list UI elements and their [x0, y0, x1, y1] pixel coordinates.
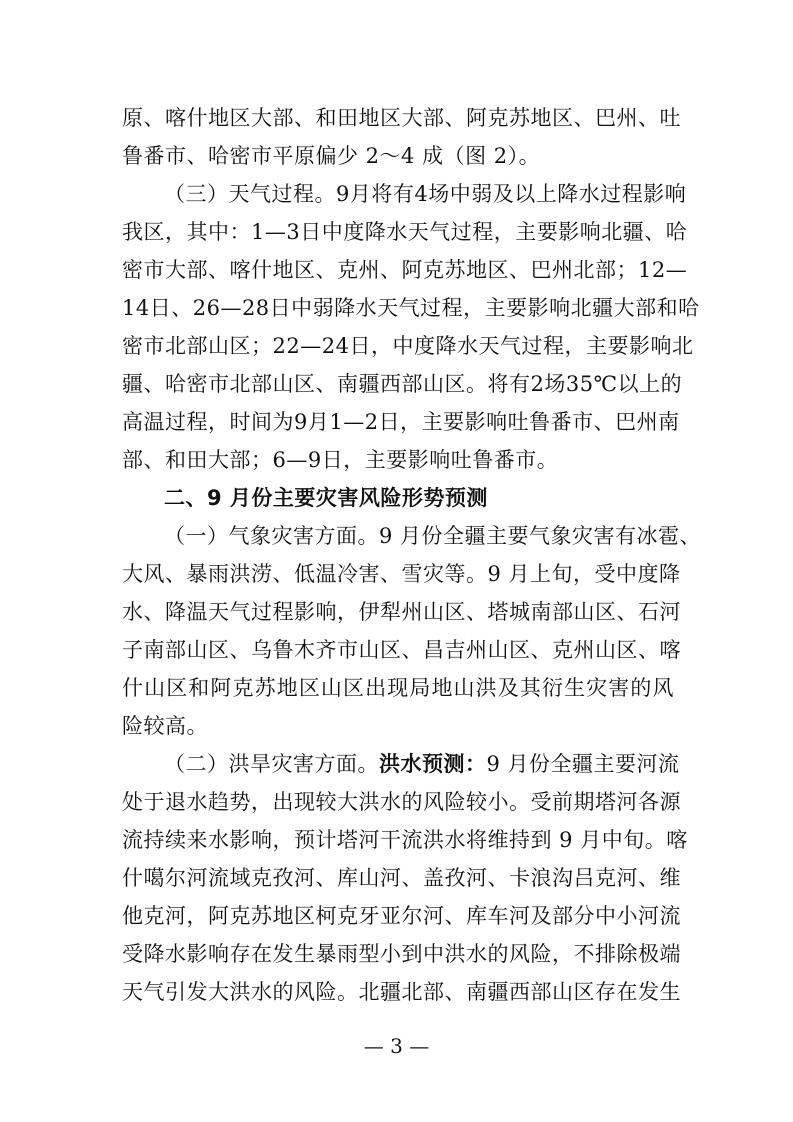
paragraph-line: 密市大部、喀什地区、克州、阿克苏地区、巴州北部；12— — [122, 258, 688, 282]
paragraph-line: 鲁番市、哈密市平原偏少 2～4 成（图 2）。 — [122, 144, 541, 168]
paragraph-line: 天气引发大洪水的风险。北疆北部、南疆西部山区存在发生 — [122, 980, 681, 1004]
paragraph-line: （一）气象灾害方面。9 月份全疆主要气象灾害有冰雹、 — [164, 524, 702, 548]
paragraph-line: 疆、哈密市北部山区、南疆西部山区。将有2场35℃以上的 — [122, 372, 683, 396]
paragraph-line: 什噶尔河流域克孜河、库山河、盖孜河、卡浪沟吕克河、维 — [122, 866, 681, 890]
paragraph-line: 高温过程，时间为9月1—2日，主要影响吐鲁番市、巴州南 — [122, 410, 680, 434]
section-heading: 二、9 月份主要灾害风险形势预测 — [164, 486, 488, 510]
paragraph-line: 险较高。 — [122, 714, 208, 738]
paragraph-line: 水、降温天气过程影响，伊犁州山区、塔城南部山区、石河 — [122, 600, 681, 624]
paragraph-line: （三）天气过程。9月将有4场中弱及以上降水过程影响 — [164, 182, 687, 206]
paragraph-line: 我区，其中：1—3日中度降水天气过程，主要影响北疆、哈 — [122, 220, 688, 244]
paragraph-line: 流持续来水影响，预计塔河干流洪水将维持到 9 月中旬。喀 — [122, 828, 688, 852]
paragraph-line: 处于退水趋势，出现较大洪水的风险较小。受前期塔河各源 — [122, 790, 681, 814]
paragraph-suffix: 9 月份全疆主要河流 — [486, 752, 680, 776]
paragraph-line: 受降水影响存在发生暴雨型小到中洪水的风险，不排除极端 — [122, 942, 681, 966]
paragraph-line: 部、和田大部；6—9日，主要影响吐鲁番市。 — [122, 448, 559, 472]
paragraph-line: 大风、暴雨洪涝、低温冷害、雪灾等。9 月上旬，受中度降 — [122, 562, 681, 586]
page-number: — 3 — — [363, 1034, 430, 1058]
paragraph-line: 14日、26—28日中弱降水天气过程，主要影响北疆大部和哈 — [122, 296, 700, 320]
paragraph-line: 密市北部山区；22—24日，中度降水天气过程，主要影响北 — [122, 334, 694, 358]
flood-forecast-label: 洪水预测： — [379, 752, 487, 776]
paragraph-line: 子南部山区、乌鲁木齐市山区、昌吉州山区、克州山区、喀 — [122, 638, 681, 662]
paragraph-line: 什山区和阿克苏地区山区出现局地山洪及其衍生灾害的风 — [122, 676, 674, 700]
paragraph-line-with-bold — [164, 752, 680, 776]
paragraph-prefix: （二）洪旱灾害方面。 — [164, 752, 379, 776]
paragraph-line: 他克河，阿克苏地区柯克牙亚尔河、库车河及部分中小河流 — [122, 904, 681, 928]
paragraph-line: 原、喀什地区大部、和田地区大部、阿克苏地区、巴州、吐 — [122, 106, 681, 130]
